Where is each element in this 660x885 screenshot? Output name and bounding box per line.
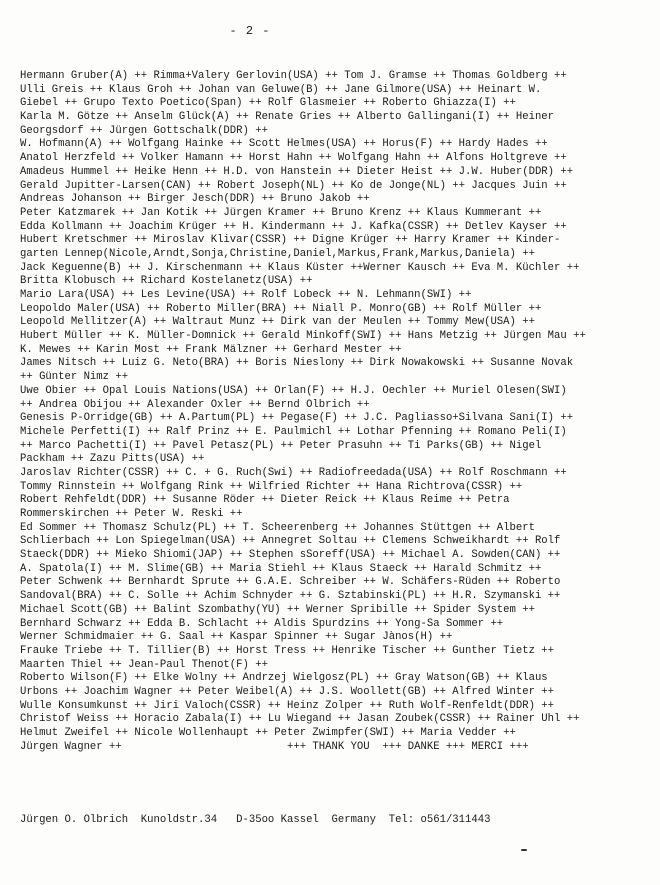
text-line: Tommy Rinnstein ++ Wolfgang Rink ++ Wilfried Richter ++ Hana Richtrova(CSSR) ++	[20, 480, 523, 493]
text-line: ++ Marco Pachetti(I) ++ Pavel Petasz(PL) ++ Peter Prasuhn ++ Ti Parks(GB) ++ Nigel	[20, 439, 542, 452]
sender-address: Jürgen O. Olbrich Kunoldstr.34 D-35oo Kassel Germany Tel: o561/311443	[20, 814, 491, 826]
text-line: Genesis P-Orridge(GB) ++ A.Partum(PL) ++ Pegase(F) ++ J.C. Pagliasso+Silvana Sani(I) ++	[20, 412, 574, 425]
text-line: Edda Kollmann ++ Joachim Krüger ++ H. Kindermann ++ J. Kafka(CSSR) ++ Detlev Kayser ++	[20, 220, 567, 233]
text-line: garten Lennep(Nicole,Arndt,Sonja,Christine,Daniel,Markus,Frank,Markus,Daniela) ++	[20, 247, 535, 260]
text-line: Jürgen Wagner ++ +++ THANK YOU +++ DANKE +++ MERCI +++	[20, 740, 529, 753]
text-line: Jaroslav Richter(CSSR) ++ C. + G. Ruch(Swi) ++ Radiofreedada(USA) ++ Rolf Roschmann ++	[20, 466, 567, 479]
text-line: Peter Schwenk ++ Bernhardt Sprute ++ G.A.E. Schreiber ++ W. Schäfers-Rüden ++ Roberto	[20, 576, 561, 589]
text-line: Packham ++ Zazu Pitts(USA) ++	[20, 453, 205, 466]
text-line: Wulle Konsumkunst ++ Jiri Valoch(CSSR) ++ Heinz Zolper ++ Ruth Wolf-Renfeldt(DDR) ++	[20, 699, 555, 712]
text-line: Andreas Johanson ++ Birger Jesch(DDR) ++ Bruno Jakob ++	[20, 193, 370, 206]
text-line: Robert Rehfeldt(DDR) ++ Susanne Röder ++ Dieter Reick ++ Klaus Reime ++ Petra	[20, 494, 510, 507]
text-line: Helmut Zweifel ++ Nicole Wollenhaupt ++ Peter Zwimpfer(SWI) ++ Maria Vedder ++	[20, 727, 516, 739]
text-line: W. Hofmann(A) ++ Wolfgang Hainke ++ Scott Helmes(USA) ++ Horus(F) ++ Hardy Hades ++	[20, 138, 548, 151]
text-line: Gerald Jupitter-Larsen(CAN) ++ Robert Joseph(NL) ++ Ko de Jonge(NL) ++ Jacques Juin ++	[20, 179, 567, 192]
text-line: ++ Günter Nimz ++	[20, 371, 129, 384]
text-line: Georgsdorf ++ Jürgen Gottschalk(DDR) ++	[20, 124, 268, 137]
ink-speck	[521, 849, 527, 851]
text-line: Peter Katzmarek ++ Jan Kotik ++ Jürgen Kramer ++ Bruno Krenz ++ Klaus Kummerant ++	[20, 206, 542, 219]
text-line: Britta Klobusch ++ Richard Kostelanetz(USA) ++	[20, 275, 313, 288]
text-line: Bernhard Schwarz ++ Edda B. Schlacht ++ Aldis Spurdzins ++ Yong-Sa Sommer ++	[20, 617, 504, 630]
text-line: Ed Sommer ++ Thomasz Schulz(PL) ++ T. Scheerenberg ++ Johannes Stüttgen ++ Albert	[20, 521, 535, 534]
text-line: Werner Schmidmaier ++ G. Saal ++ Kaspar Spinner ++ Sugar Jànos(H) ++	[20, 631, 453, 644]
text-line: ++ Andrea Obijou ++ Alexander Öxler ++ Bernd Olbrich ++	[20, 398, 370, 411]
text-line: James Nitsch ++ Luiz G. Neto(BRA) ++ Boris Nieslony ++ Dirk Nowakowski ++ Susanne Novak	[20, 357, 574, 370]
text-line: Hermann Gruber(A) ++ Rimma+Valery Gerlovin(USA) ++ Tom J. Gramse ++ Thomas Goldberg ++	[20, 70, 567, 82]
text-line: Michael Scott(GB) ++ Balint Szombathy(YU) ++ Werner Spribille ++ Spider System ++	[20, 603, 535, 616]
text-line: Amadeus Hummel ++ Heike Henn ++ H.D. von Hanstein ++ Dieter Heist ++ J.W. Huber(DDR) ++	[20, 165, 574, 178]
text-line: Frauke Triebe ++ T. Tillier(B) ++ Horst Tress ++ Henrike Tischer ++ Gunther Tietz ++	[20, 644, 555, 657]
text-line: Maarten Thiel ++ Jean-Paul Thenot(F) ++	[20, 658, 268, 671]
text-line: Roberto Wilson(F) ++ Elke Wolny ++ Andrzej Wielgosz(PL) ++ Gray Watson(GB) ++ Klaus	[20, 672, 548, 685]
text-line: Staeck(DDR) ++ Mieko Shiomi(JAP) ++ Stephen sSoreff(USA) ++ Michael A. Sowden(CAN) ++	[20, 549, 561, 562]
text-line: Schlierbach ++ Lon Spiegelman(USA) ++ Annegret Soltau ++ Clemens Schweikhardt ++ Rolf	[20, 535, 561, 548]
text-line: Michele Perfetti(I) ++ Ralf Prinz ++ E. Paulmichl ++ Lothar Pfenning ++ Romano Peli(I)	[20, 425, 567, 438]
text-line: Sandoval(BRA) ++ C. Solle ++ Achim Schnyder ++ G. Sztabinski(PL) ++ H.R. Szymanski ++	[20, 590, 561, 603]
text-line: Urbons ++ Joachim Wagner ++ Peter Weibel(A) ++ J.S. Woollett(GB) ++ Alfred Winter ++	[20, 685, 555, 698]
text-line: Rommerskirchen ++ Peter W. Reski ++	[20, 508, 243, 520]
text-line: Uwe Obier ++ Opal Louis Nations(USA) ++ Orlan(F) ++ H.J. Oechler ++ Muriel Olesen(SWI)	[20, 384, 567, 397]
name-list	[20, 70, 645, 754]
text-line: Giebel ++ Grupo Texto Poetico(Span) ++ Rolf Glasmeier ++ Roberto Ghiazza(I) ++	[20, 97, 516, 110]
text-line: Jack Keguenne(B) ++ J. Kirschenmann ++ Klaus Küster ++Werner Kausch ++ Eva M. Küchler ++	[20, 261, 580, 274]
text-line: Hubert Müller ++ K. Müller-Domnick ++ Gerald Minkoff(SWI) ++ Hans Metzig ++ Jürgen Mau ++	[20, 330, 586, 343]
text-line: Leopold Mellitzer(A) ++ Waltraut Munz ++ Dirk van der Meulen ++ Tommy Mew(USA) ++	[20, 316, 535, 329]
text-line: Ulli Greis ++ Klaus Groh ++ Johan van Geluwe(B) ++ Jane Gilmore(USA) ++ Heinart W.	[20, 83, 542, 96]
page-number: - 2 -	[229, 24, 271, 38]
text-line: Leopoldo Maler(USA) ++ Roberto Miller(BRA) ++ Niall P. Monro(GB) ++ Rolf Müller ++	[20, 302, 542, 315]
text-line: A. Spatola(I) ++ M. Slime(GB) ++ Maria Stiehl ++ Klaus Staeck ++ Harald Schmitz ++	[20, 562, 542, 575]
text-line: Hubert Kretschmer ++ Miroslav Klivar(CSSR) ++ Digne Krüger ++ Harry Kramer ++ Kinder-	[20, 234, 561, 247]
text-line: Anatol Herzfeld ++ Volker Hamann ++ Horst Hahn ++ Wolfgang Hahn ++ Alfons Holtgreve ++	[20, 152, 567, 165]
text-line: K. Mewes ++ Karin Most ++ Frank Mälzner ++ Gerhard Mester ++	[20, 343, 402, 356]
text-line: Mario Lara(USA) ++ Les Levine(USA) ++ Rolf Lobeck ++ N. Lehmann(SWI) ++	[20, 289, 472, 301]
text-line: Karla M. Götze ++ Anselm Glück(A) ++ Renate Gries ++ Alberto Gallingani(I) ++ Heiner	[20, 111, 555, 124]
text-line: Christof Weiss ++ Horacio Zabala(I) ++ Lu Wiegand ++ Jasan Zoubek(CSSR) ++ Rainer Uhl ++	[20, 713, 580, 726]
